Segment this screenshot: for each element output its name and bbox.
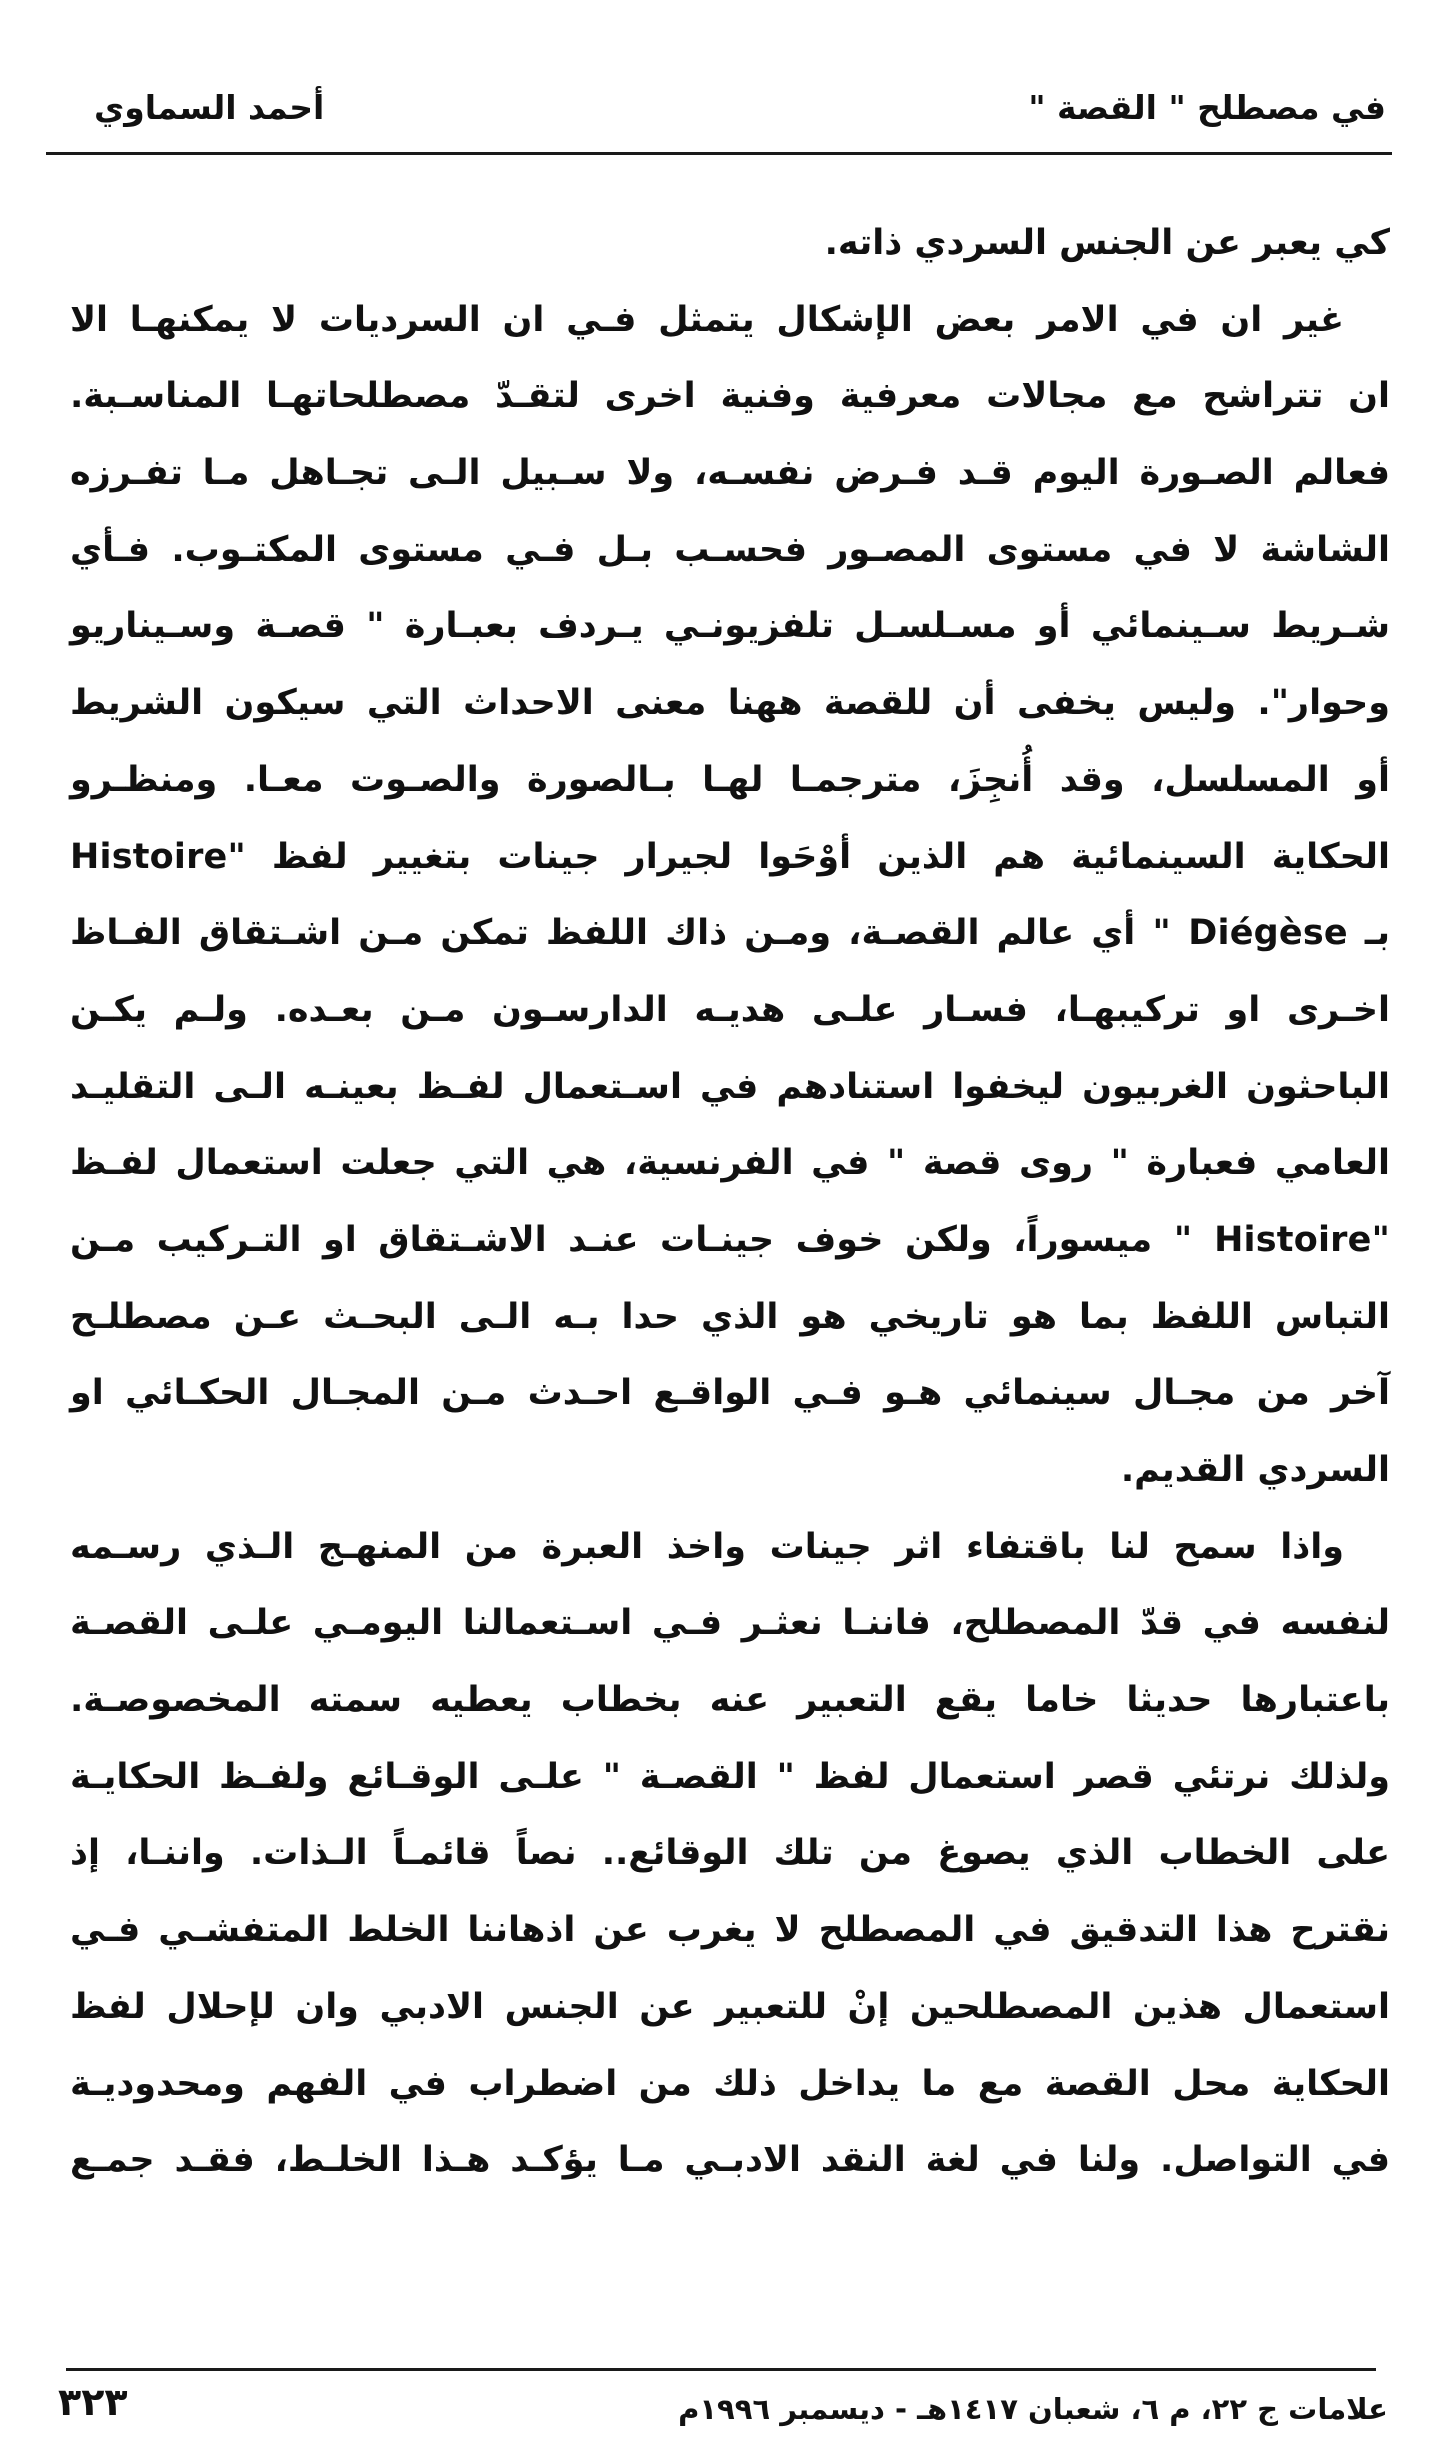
text-line: الحكاية السينمائية هم الذين أوْحَوا لجيرار جينات بتغيير لفظ "Histoire <box>70 836 1390 877</box>
text-line: استعمال هذين المصطلحين إنْ للتعبير عن الجنس الادبي وان لإحلال لفظ <box>70 1986 1390 2027</box>
text-line: باعتبارها حديثا خاما يقع التعبير عنه بخطاب يعطيه سمته المخصوصـة. <box>70 1680 1390 1721</box>
text-line: غير ان في الامر بعض الإشكال يتمثل فـي ان السرديات لا يمكنهـا الا <box>70 299 1344 340</box>
text-line: لنفسه في قدّ المصطلح، فاننـا نعثـر فـي اسـتعمالنا اليومـي علـى القصـة <box>70 1603 1390 1644</box>
text-line: بـ Diégèse " أي عالم القصـة، ومـن ذاك اللفظ تمكن مـن اشـتقاق الفـاظ <box>70 913 1390 954</box>
page-number: ٣٢٣ <box>58 2380 128 2424</box>
text-line: وحوار". وليس يخفى أن للقصة ههنا معنى الاحداث التي سيكون الشريط <box>70 683 1390 724</box>
text-line: فعالم الصـورة اليوم قـد فـرض نفسـه، ولا سـبيل الـى تجـاهل مـا تفـرزه <box>70 453 1390 494</box>
text-line: شـريط سـينمائي أو مسـلسـل تلفزيونـي يـردف بعبـارة " قصـة وسـيناريو <box>70 606 1390 647</box>
text-line: أو المسلسل، وقد أُنجِزَ، مترجمـا لهـا بـالصورة والصـوت معـا. ومنظـرو <box>70 759 1390 800</box>
running-title: في مصطلح " القصة " <box>1028 88 1386 127</box>
running-header <box>46 88 1390 148</box>
text-line: "Histoire " ميسوراً، ولكن خوف جينـات عنـد الاشـتقاق او التـركيب مـن <box>70 1219 1390 1260</box>
text-line: الحكاية محل القصة مع ما يداخل ذلك من اضطراب في الفهم ومحدوديـة <box>70 2063 1390 2104</box>
text-line: الباحثون الغربيون ليخفوا استنادهم في اسـتعمال لفـظ بعينـه الـى التقليـد <box>70 1066 1390 1107</box>
article-body <box>70 205 1390 2199</box>
text-line: على الخطاب الذي يصوغ من تلك الوقائع.. نصاً قائمـاً الـذات. واننـا، إذ <box>70 1833 1390 1874</box>
author-name: أحمد السماوي <box>94 88 325 127</box>
text-line: نقترح هذا التدقيق في المصطلح لا يغرب عن اذهاننا الخلط المتفشـي فـي <box>70 1910 1390 1951</box>
text-line: ولذلك نرتئي قصر استعمال لفظ " القصـة " علـى الوقـائع ولفـظ الحكايـة <box>70 1756 1390 1797</box>
text-line: في التواصل. ولنا في لغة النقد الادبـي مـا يؤكـد هـذا الخلـط، فقـد جمـع <box>70 2140 1390 2181</box>
text-line: ان تتراشح مع مجالات معرفية وفنية اخرى لتقـدّ مصطلحاتهـا المناسـبة. <box>70 376 1390 417</box>
text-line: آخر من مجـال سينمائي هـو فـي الواقـع احـدث مـن المجـال الحكـائي او <box>70 1373 1390 1414</box>
text-line: العامي فعبارة " روى قصة " في الفرنسية، هي التي جعلت استعمال لفـظ <box>70 1143 1390 1184</box>
text-line: السردي القديم. <box>1120 1450 1390 1490</box>
header-rule <box>46 152 1392 155</box>
text-line: الشاشة لا في مستوى المصـور فحسـب بـل فـي مستوى المكتـوب. فـأي <box>70 529 1390 570</box>
text-line: كي يعبر عن الجنس السردي ذاته. <box>824 223 1390 263</box>
journal-citation: علامات ج ٢٢، م ٦، شعبان ١٤١٧هـ - ديسمبر ١٩٩٦م <box>678 2392 1388 2426</box>
text-line: التباس اللفظ بما هو تاريخي هو الذي حدا بـه الـى البحـث عـن مصطلـح <box>70 1296 1390 1337</box>
text-line: واذا سمح لنا باقتفاء اثر جينات واخذ العبرة من المنهـج الـذي رسـمه <box>70 1526 1344 1567</box>
footer-rule <box>66 2368 1376 2371</box>
text-line: اخـرى او تركيبهـا، فسـار علـى هديـه الدارسـون مـن بعـده. ولـم يكـن <box>70 989 1390 1030</box>
